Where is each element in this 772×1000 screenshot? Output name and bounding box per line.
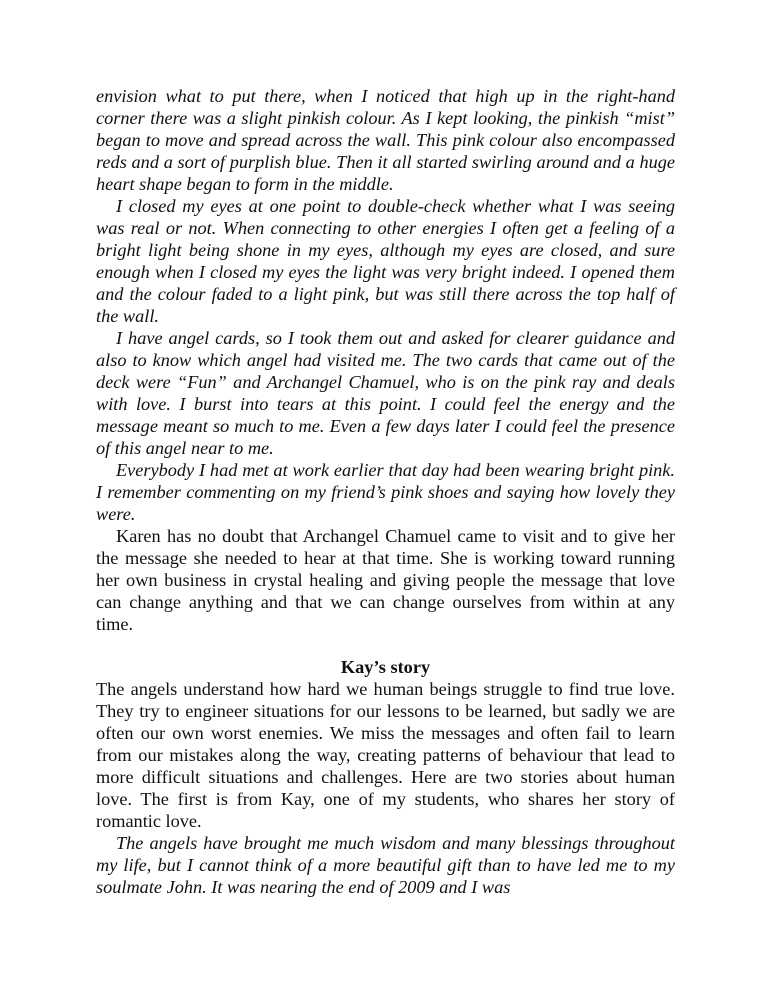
story-paragraph: Everybody I had met at work earlier that day had been wearing bright pink. I remember commenting on my friend’s pink shoes and saying how lovely they were. [96, 460, 675, 524]
story-paragraph: I have angel cards, so I took them out and asked for clearer guidance and also to know which angel had visited me. The two cards that came out of the deck were “Fun” and Archangel Chamuel, who is on the pink ray and deals with love. I burst into tears at this point. I could feel the energy and the message meant so much to me. Even a few days later I could feel the presence of this angel near to me. [96, 328, 675, 458]
story-paragraph: I closed my eyes at one point to double-check whether what I was seeing was real or not. When connecting to other energies I often get a feeling of a bright light being shone in my eyes, although my eyes are closed, and sure enough when I closed my eyes the light was very bright indeed. I opened them and the colour faded to a light pink, but was still there across the top half of the wall. [96, 196, 675, 326]
book-page [96, 85, 675, 898]
body-paragraph: Karen has no doubt that Archangel Chamuel came to visit and to give her the message she needed to hear at that time. She is working toward running her own business in crystal healing and giving people the message that love can change anything and that we can change ourselves from within at any time. [96, 526, 675, 634]
body-paragraph: The angels understand how hard we human beings struggle to find true love. They try to engineer situations for our lessons to be learned, but sadly we are often our own worst enemies. We miss the messages and often fail to learn from our mistakes along the way, creating patterns of behaviour that lead to more difficult situations and challenges. Here are two stories about human love. The first is from Kay, one of my students, who shares her story of romantic love. [96, 679, 675, 831]
section-heading: Kay’s story [340, 657, 431, 677]
story-paragraph: envision what to put there, when I noticed that high up in the right-hand corner there was a slight pinkish colour. As I kept looking, the pinkish “mist” began to move and spread across the wall. This pink colour also encompassed reds and a sort of purplish blue. Then it all started swirling around and a huge heart shape began to form in the middle. [96, 86, 675, 194]
story-paragraph: The angels have brought me much wisdom and many blessings throughout my life, but I cannot think of a more beautiful gift than to have led me to my soulmate John. It was nearing the end of 2009 and I was [96, 833, 675, 897]
